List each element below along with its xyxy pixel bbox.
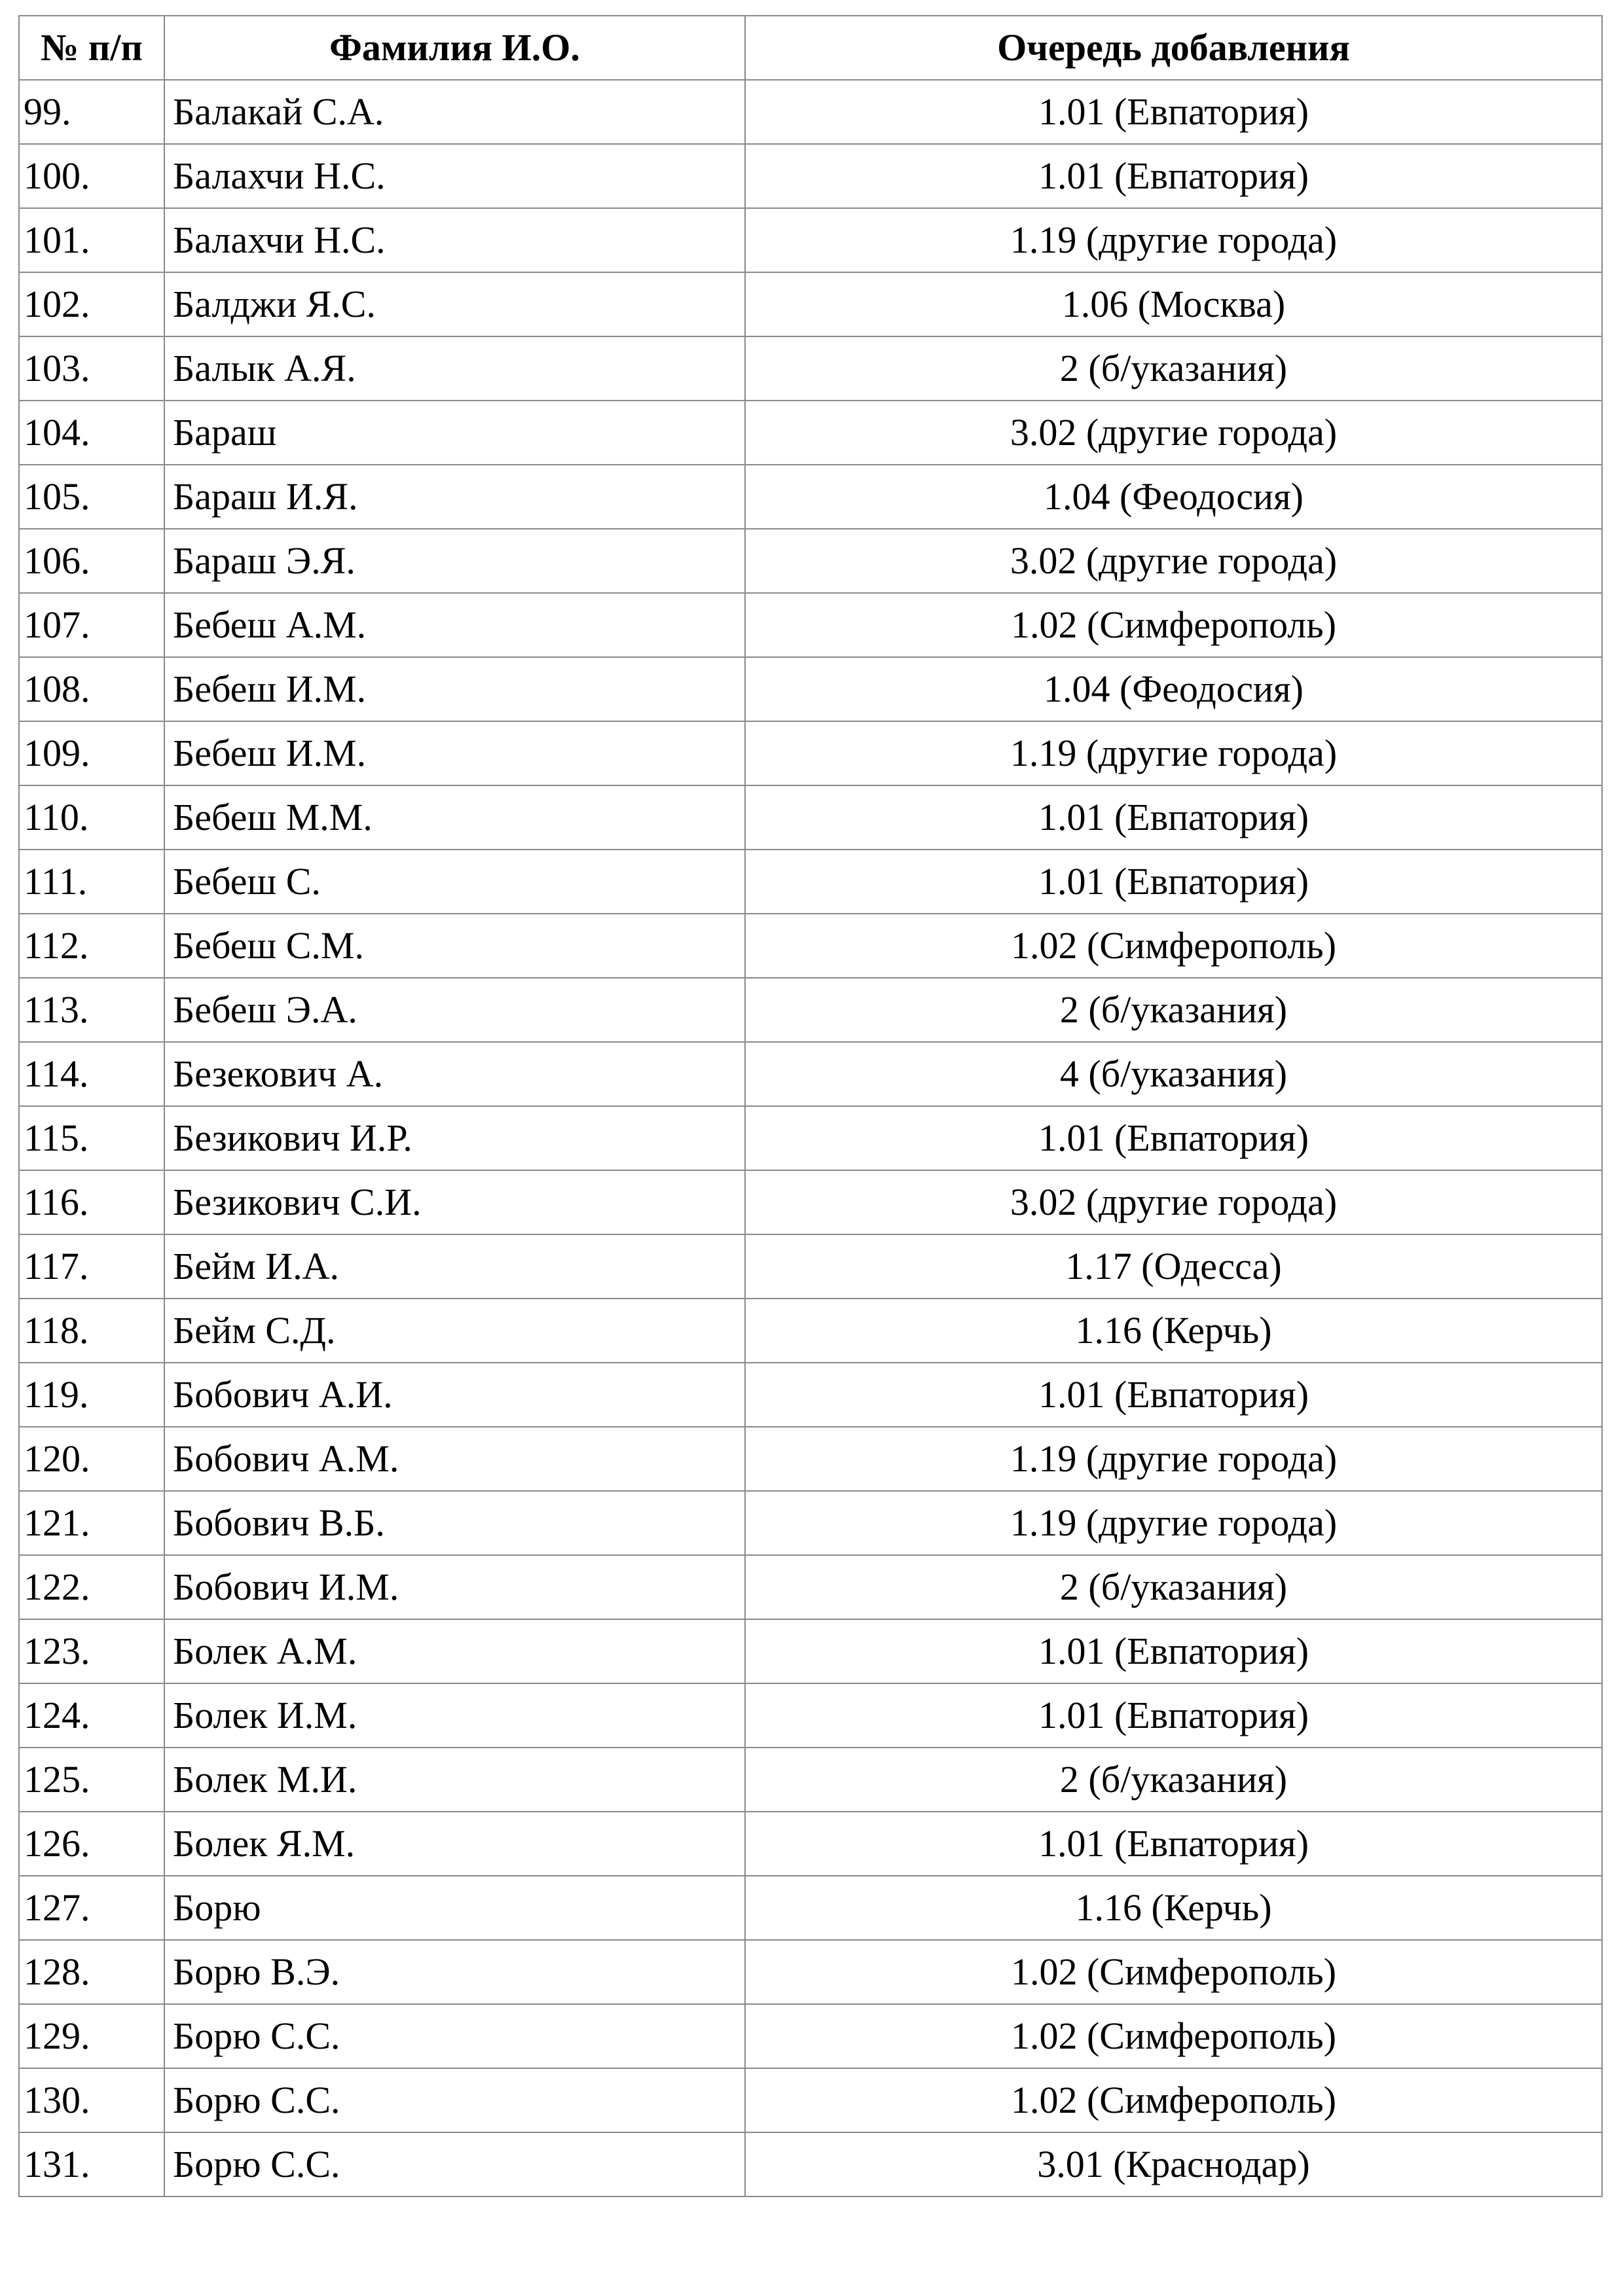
queue-value: 3.02 (другие города) xyxy=(745,529,1602,593)
queue-value: 1.01 (Евпатория) xyxy=(745,1363,1602,1427)
person-name: Бобович А.М. xyxy=(164,1427,745,1491)
person-name: Болек И.М. xyxy=(164,1683,745,1748)
queue-value: 3.01 (Краснодар) xyxy=(745,2132,1602,2197)
row-number: 100. xyxy=(19,144,164,208)
table-row xyxy=(19,1042,1602,1106)
table-row xyxy=(19,1106,1602,1170)
row-number: 125. xyxy=(19,1748,164,1812)
person-name: Бебеш Э.А. xyxy=(164,978,745,1042)
row-number: 121. xyxy=(19,1491,164,1555)
table-row xyxy=(19,80,1602,144)
queue-value: 4 (б/указания) xyxy=(745,1042,1602,1106)
row-number: 113. xyxy=(19,978,164,1042)
row-number: 103. xyxy=(19,336,164,401)
person-name: Бараш И.Я. xyxy=(164,465,745,529)
queue-value: 1.01 (Евпатория) xyxy=(745,80,1602,144)
table-row xyxy=(19,850,1602,914)
table-row xyxy=(19,1555,1602,1619)
row-number: 101. xyxy=(19,208,164,272)
row-number: 106. xyxy=(19,529,164,593)
person-name: Борю С.С. xyxy=(164,2132,745,2197)
person-name: Борю С.С. xyxy=(164,2004,745,2068)
row-number: 110. xyxy=(19,785,164,850)
queue-value: 1.17 (Одесса) xyxy=(745,1234,1602,1299)
table-row xyxy=(19,2068,1602,2132)
table-row xyxy=(19,1940,1602,2004)
queue-value: 1.16 (Керчь) xyxy=(745,1876,1602,1940)
row-number: 123. xyxy=(19,1619,164,1683)
table-row xyxy=(19,336,1602,401)
queue-value: 3.02 (другие города) xyxy=(745,401,1602,465)
queue-value: 2 (б/указания) xyxy=(745,336,1602,401)
person-name: Балык А.Я. xyxy=(164,336,745,401)
row-number: 117. xyxy=(19,1234,164,1299)
person-name: Безикович И.Р. xyxy=(164,1106,745,1170)
queue-value: 2 (б/указания) xyxy=(745,978,1602,1042)
queue-value: 1.02 (Симферополь) xyxy=(745,914,1602,978)
queue-value: 1.02 (Симферополь) xyxy=(745,593,1602,657)
queue-value: 1.19 (другие города) xyxy=(745,721,1602,785)
person-name: Борю В.Э. xyxy=(164,1940,745,2004)
row-number: 99. xyxy=(19,80,164,144)
header-name: Фамилия И.О. xyxy=(164,16,745,80)
row-number: 102. xyxy=(19,272,164,336)
row-number: 104. xyxy=(19,401,164,465)
person-name: Борю С.С. xyxy=(164,2068,745,2132)
queue-value: 1.19 (другие города) xyxy=(745,208,1602,272)
person-name: Бебеш И.М. xyxy=(164,657,745,721)
person-name: Бебеш А.М. xyxy=(164,593,745,657)
queue-value: 1.01 (Евпатория) xyxy=(745,1619,1602,1683)
person-name: Болек Я.М. xyxy=(164,1812,745,1876)
row-number: 126. xyxy=(19,1812,164,1876)
row-number: 128. xyxy=(19,1940,164,2004)
person-name: Балахчи Н.С. xyxy=(164,208,745,272)
person-name: Бобович А.И. xyxy=(164,1363,745,1427)
person-name: Бараш Э.Я. xyxy=(164,529,745,593)
row-number: 115. xyxy=(19,1106,164,1170)
table-row xyxy=(19,914,1602,978)
queue-value: 1.02 (Симферополь) xyxy=(745,2004,1602,2068)
table-row xyxy=(19,1363,1602,1427)
table-row xyxy=(19,401,1602,465)
person-name: Балджи Я.С. xyxy=(164,272,745,336)
table-body xyxy=(19,80,1602,2197)
row-number: 105. xyxy=(19,465,164,529)
row-number: 127. xyxy=(19,1876,164,1940)
table-row xyxy=(19,1812,1602,1876)
person-name: Безикович С.И. xyxy=(164,1170,745,1234)
queue-value: 1.16 (Керчь) xyxy=(745,1299,1602,1363)
queue-value: 1.01 (Евпатория) xyxy=(745,1812,1602,1876)
row-number: 122. xyxy=(19,1555,164,1619)
header-queue: Очередь добавления xyxy=(745,16,1602,80)
table-row xyxy=(19,1748,1602,1812)
queue-value: 1.01 (Евпатория) xyxy=(745,1683,1602,1748)
table-row xyxy=(19,1491,1602,1555)
person-name: Бебеш С. xyxy=(164,850,745,914)
header-num: № п/п xyxy=(19,16,164,80)
person-name: Бейм И.А. xyxy=(164,1234,745,1299)
person-name: Бейм С.Д. xyxy=(164,1299,745,1363)
table-row xyxy=(19,1170,1602,1234)
row-number: 108. xyxy=(19,657,164,721)
row-number: 131. xyxy=(19,2132,164,2197)
queue-value: 1.01 (Евпатория) xyxy=(745,785,1602,850)
person-name: Бобович И.М. xyxy=(164,1555,745,1619)
person-name: Болек М.И. xyxy=(164,1748,745,1812)
table-row xyxy=(19,2132,1602,2197)
queue-value: 1.04 (Феодосия) xyxy=(745,465,1602,529)
queue-value: 1.19 (другие города) xyxy=(745,1491,1602,1555)
queue-value: 1.19 (другие города) xyxy=(745,1427,1602,1491)
row-number: 130. xyxy=(19,2068,164,2132)
person-name: Бебеш М.М. xyxy=(164,785,745,850)
table-row xyxy=(19,1234,1602,1299)
table-row xyxy=(19,1683,1602,1748)
table-row xyxy=(19,465,1602,529)
table-row xyxy=(19,1876,1602,1940)
person-name: Балахчи Н.С. xyxy=(164,144,745,208)
table-row xyxy=(19,529,1602,593)
person-name: Бараш xyxy=(164,401,745,465)
row-number: 116. xyxy=(19,1170,164,1234)
row-number: 118. xyxy=(19,1299,164,1363)
person-name: Безекович А. xyxy=(164,1042,745,1106)
queue-value: 1.02 (Симферополь) xyxy=(745,1940,1602,2004)
queue-value: 1.04 (Феодосия) xyxy=(745,657,1602,721)
table-row xyxy=(19,721,1602,785)
table-row xyxy=(19,785,1602,850)
table-row xyxy=(19,1619,1602,1683)
table-row xyxy=(19,657,1602,721)
person-name: Бебеш И.М. xyxy=(164,721,745,785)
row-number: 120. xyxy=(19,1427,164,1491)
person-name: Бобович В.Б. xyxy=(164,1491,745,1555)
queue-value: 3.02 (другие города) xyxy=(745,1170,1602,1234)
row-number: 112. xyxy=(19,914,164,978)
table-row xyxy=(19,2004,1602,2068)
person-name: Балакай С.А. xyxy=(164,80,745,144)
person-name: Бебеш С.М. xyxy=(164,914,745,978)
person-name: Болек А.М. xyxy=(164,1619,745,1683)
row-number: 109. xyxy=(19,721,164,785)
table-row xyxy=(19,144,1602,208)
table-row xyxy=(19,1299,1602,1363)
row-number: 119. xyxy=(19,1363,164,1427)
queue-value: 1.01 (Евпатория) xyxy=(745,1106,1602,1170)
queue-value: 1.01 (Евпатория) xyxy=(745,850,1602,914)
table-header xyxy=(19,16,1602,80)
queue-value: 2 (б/указания) xyxy=(745,1748,1602,1812)
queue-value: 1.01 (Евпатория) xyxy=(745,144,1602,208)
row-number: 114. xyxy=(19,1042,164,1106)
row-number: 124. xyxy=(19,1683,164,1748)
names-table xyxy=(18,15,1603,2197)
person-name: Борю xyxy=(164,1876,745,1940)
table-row xyxy=(19,1427,1602,1491)
queue-value: 2 (б/указания) xyxy=(745,1555,1602,1619)
row-number: 107. xyxy=(19,593,164,657)
table-row xyxy=(19,593,1602,657)
queue-value: 1.06 (Москва) xyxy=(745,272,1602,336)
table-row xyxy=(19,208,1602,272)
queue-value: 1.02 (Симферополь) xyxy=(745,2068,1602,2132)
table-row xyxy=(19,272,1602,336)
header-row xyxy=(19,16,1602,80)
table-row xyxy=(19,978,1602,1042)
row-number: 111. xyxy=(19,850,164,914)
row-number: 129. xyxy=(19,2004,164,2068)
